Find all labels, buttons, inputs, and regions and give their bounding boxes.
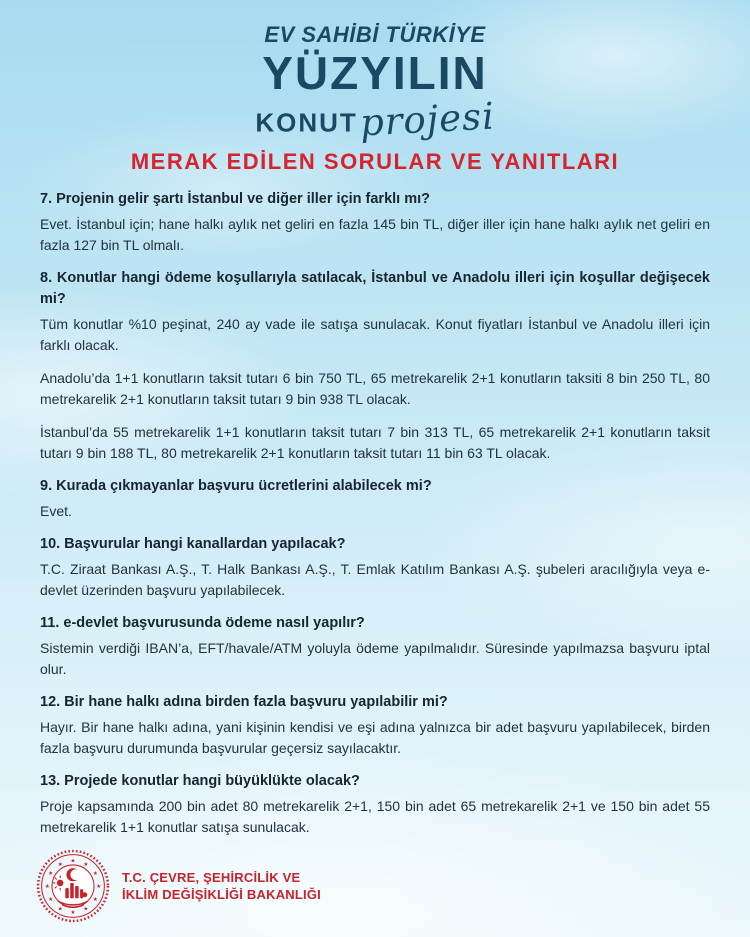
ministry-name-line2: İKLİM DEĞİŞİKLİĞİ BAKANLIĞI [122,887,321,902]
svg-text:★: ★ [48,896,54,903]
faq-answer: Evet. İstanbul için; hane halkı aylık net geliri en fazla 145 bin TL, diğer iller için hane halkı aylık net geliri en fazla 127 bin TL olmalı. [40,216,710,254]
svg-text:★: ★ [70,909,76,916]
svg-text:★: ★ [57,906,63,913]
faq-item [40,268,710,464]
svg-text:★: ★ [70,858,76,865]
wordmark-konut: KONUT [255,107,358,138]
faq-item [40,189,710,256]
campaign-title: EV SAHİBİ TÜRKİYE [264,22,486,47]
faq-question: 13. Projede konutlar hangi büyüklükte olacak? [40,773,360,790]
svg-text:★: ★ [92,896,98,903]
faq-question: 7. Projenin gelir şartı İstanbul ve diğer iller için farklı mı? [40,191,431,208]
faq-item [40,534,710,601]
project-wordmark-top: YÜZYILIN [262,47,488,99]
header [0,0,750,175]
faq-question: 10. Başvurular hangi kanallardan yapılacak? [40,536,346,553]
faq-item [40,613,710,680]
section-title: MERAK EDİLEN SORULAR VE YANITLARI [130,149,620,175]
faq-list [0,175,750,838]
faq-answer: Tüm konutlar %10 peşinat, 240 ay vade ile satışa sunulacak. Konut fiyatları İstanbul ve Anadolu illeri için farklı olacak. [40,316,710,354]
ministry-name-line1: T.C. ÇEVRE, ŞEHİRCİLİK VE [122,870,301,885]
wordmark-projesi-script: projesi [358,94,496,145]
faq-answer: Evet. [40,503,72,520]
ministry-seal-icon [36,849,110,923]
project-wordmark-bottom [0,93,750,145]
faq-question: 11. e-devlet başvurusunda ödeme nasıl yapılır? [40,615,365,632]
faq-answer: Anadolu’da 1+1 konutların taksit tutarı 6 bin 750 TL, 65 metrekarelik 2+1 konutların taksiti 8 bin 250 TL, 80 metrekarelik 2+1 konutların taksit tutarı 9 bin 938 TL olacak. [40,370,710,408]
svg-text:★: ★ [44,884,50,891]
faq-item [40,692,710,759]
ministry-name [122,869,321,903]
faq-answer: T.C. Ziraat Bankası A.Ş., T. Halk Bankası A.Ş., T. Emlak Katılım Bankası A.Ş. şubeleri aracılığıyla veya e-devlet üzerinden başvuru yapılabilecek. [40,561,710,599]
faq-answer: İstanbul’da 55 metrekarelik 1+1 konutların taksit tutarı 7 bin 313 TL, 65 metrekarelik 2+1 konutların taksit tutarı 9 bin 188 TL, 80 metrekarelik 2+1 konutların taksit tutarı 11 bin 63 TL olacak. [40,424,710,462]
faq-question: 9. Kurada çıkmayanlar başvuru ücretlerini alabilecek mi? [40,478,432,495]
svg-text:★: ★ [83,906,89,913]
faq-answer: Hayır. Bir hane halkı adına, yani kişinin kendisi ve eşi adına yalnızca bir adet başvuru yapılabilecek, birden fazla başvuru durumunda başvurular geçersiz sayılacaktır. [40,719,710,757]
svg-text:★: ★ [92,871,98,878]
faq-answer: Sistemin verdiği IBAN’a, EFT/havale/ATM yoluyla ödeme yapılmalıdır. Süresinde yapılmazsa başvuru iptal olur. [40,640,710,678]
faq-question: 12. Bir hane halkı adına birden fazla başvuru yapılabilir mi? [40,694,448,711]
faq-question: 8. Konutlar hangi ödeme koşullarıyla satılacak, İstanbul ve Anadolu illeri için koşullar değişecek mi? [40,270,710,308]
svg-text:★: ★ [96,884,102,891]
svg-text:★: ★ [57,861,63,868]
svg-text:★: ★ [48,871,54,878]
faq-item [40,771,710,838]
faq-answer: Proje kapsamında 200 bin adet 80 metrekarelik 2+1, 150 bin adet 65 metrekarelik 2+1 ve 150 bin adet 55 metrekarelik 1+1 konutlar satışa sunulacak. [40,798,710,836]
svg-text:★: ★ [83,861,89,868]
footer [36,849,321,923]
faq-item [40,476,710,522]
